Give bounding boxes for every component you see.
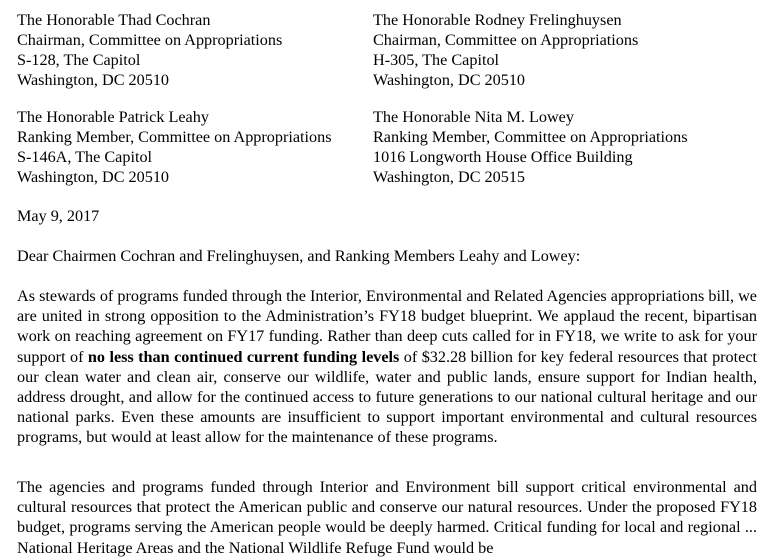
recipient-office: S-146A, The Capitol xyxy=(17,148,153,166)
paragraph-1-emphasis: no less than continued current funding levels xyxy=(87,347,400,366)
recipient-city: Washington, DC 20510 xyxy=(373,71,526,89)
recipient-row-chairmen xyxy=(17,10,757,107)
recipient-leahy xyxy=(17,107,332,187)
recipient-lowey xyxy=(373,107,688,187)
paragraph-2: The agencies and programs funded through Interior and Environment bill support critical environmental and cultural resources that protect the American public and conserve our natural resources. Under the proposed FY18 budget, programs serving the American people would be deeply harmed. Critical funding for local and regional ... National Heritage Areas and the National Wildlife Refuge Fund would be xyxy=(17,478,757,557)
recipient-frelinghuysen xyxy=(373,10,638,90)
recipient-office: 1016 Longworth House Office Building xyxy=(373,148,633,166)
recipient-title: Chairman, Committee on Appropriations xyxy=(17,31,283,49)
recipient-name: The Honorable Rodney Frelinghuysen xyxy=(373,11,622,29)
letter-date: May 9, 2017 xyxy=(17,207,100,225)
recipient-city: Washington, DC 20510 xyxy=(17,71,170,89)
recipient-city: Washington, DC 20515 xyxy=(373,168,526,186)
recipient-city: Washington, DC 20510 xyxy=(17,168,170,186)
recipient-name: The Honorable Thad Cochran xyxy=(17,11,211,29)
recipient-title: Chairman, Committee on Appropriations xyxy=(373,31,639,49)
recipient-name: The Honorable Patrick Leahy xyxy=(17,108,209,126)
recipient-name: The Honorable Nita M. Lowey xyxy=(373,108,574,126)
paragraph-1-rest: of $32.28 billion for key federal resources that protect our clean water and clean air, conserve our wildlife, water and public lands, ensure support for Indian health, address drought, and allow for the continued access to future generations to our national cultural heritage and our national parks. Even these amounts are insufficient to support important environmental and cultural resources programs, but would at least allow for the maintenance of these programs. xyxy=(17,347,758,447)
recipient-office: S-128, The Capitol xyxy=(17,51,141,69)
recipient-cochran xyxy=(17,10,282,90)
paragraph-1 xyxy=(17,286,757,448)
recipient-office: H-305, The Capitol xyxy=(373,51,500,69)
letter-page xyxy=(17,0,758,557)
recipient-title: Ranking Member, Committee on Appropriations xyxy=(373,128,688,146)
recipient-row-ranking xyxy=(17,107,757,204)
recipient-title: Ranking Member, Committee on Appropriations xyxy=(17,128,332,146)
salutation: Dear Chairmen Cochran and Frelinghuysen, and Ranking Members Leahy and Lowey: xyxy=(17,247,581,265)
paragraph-1-intro: As stewards of programs funded through the Interior, Environmental and Related Agencies appropriations bill, we are united in strong opposition to the Administration’s FY18 budget blueprint. We applaud the recent, bipartisan work on reaching agreement on FY17 funding. Rather than deep cuts called for in FY18, we write to ask for your support of xyxy=(17,287,757,366)
